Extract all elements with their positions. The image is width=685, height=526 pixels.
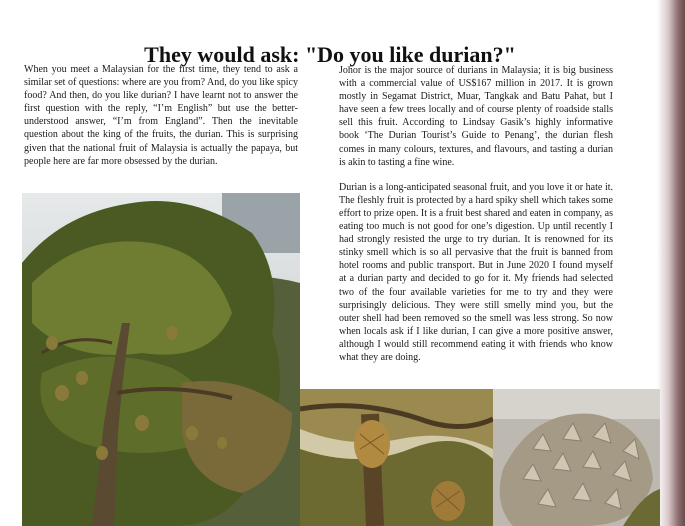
article-title: They would ask: "Do you like durian?" bbox=[144, 41, 516, 67]
durian-fruit-on-branch-photo bbox=[300, 389, 493, 526]
durian-tree-photo bbox=[22, 193, 300, 526]
page-edge-shadow bbox=[657, 0, 685, 526]
right-column bbox=[339, 64, 613, 364]
johor-paragraph: Johor is the major source of durians in Malaysia; it is big business with a commercial value of US$167 million in 2017. It is grown mostly in Segamat District, Muar, Tangkak and Batu Pahat, but I have seen a few trees locally and of course plenty of roadside stalls sell this fruit. According to Lindsay Gasik’s highly informative book ‘The Durian Tourist’s Guide to Penang’, the durian flesh comes in many colours, textures, and flavours, and tasting a durian is akin to tasting a fine wine. bbox=[339, 65, 613, 168]
intro-paragraph: When you meet a Malaysian for the first time, they tend to ask a similar set of questions: where are you from? And, do you like spicy food? And then, do you like durian? I have learnt not to answer the first question with the reply, “I’m English” but use the better-understood answer, “I’m from England”. Then the inevitable question about the king of the fruits, the durian. This is surprising given that the national fruit of Malaysia is actually the papaya, but people here are far more obsessed by the durian. bbox=[24, 64, 298, 167]
durian-shell-closeup-photo bbox=[493, 389, 660, 526]
left-column bbox=[24, 63, 298, 168]
durian-experience-paragraph: Durian is a long-anticipated seasonal fruit, and you love it or hate it. The fleshly fruit is protected by a hard spiky shell which takes some effort to prize open. It is a fruit best shared and eaten in company, as eating too much is not good for one’s digestion. Up until recently I had strongly resisted the urge to try durian. It is renowned for its stinky smell which is so all pervasive that the fruit is banned from hotel rooms and public transport. But in June 2020 I found myself at a durian party and decided to go for it. My friends had selected two of the four available varieties for me to try and they were surprisingly delicious. They were still smelly mind you, but the outer shell had been removed so the smell was less strong. So now when locals ask if I like durian, I can give a more positive answer, although I would still recommend eating it with friends who know what they are doing. bbox=[339, 181, 613, 363]
